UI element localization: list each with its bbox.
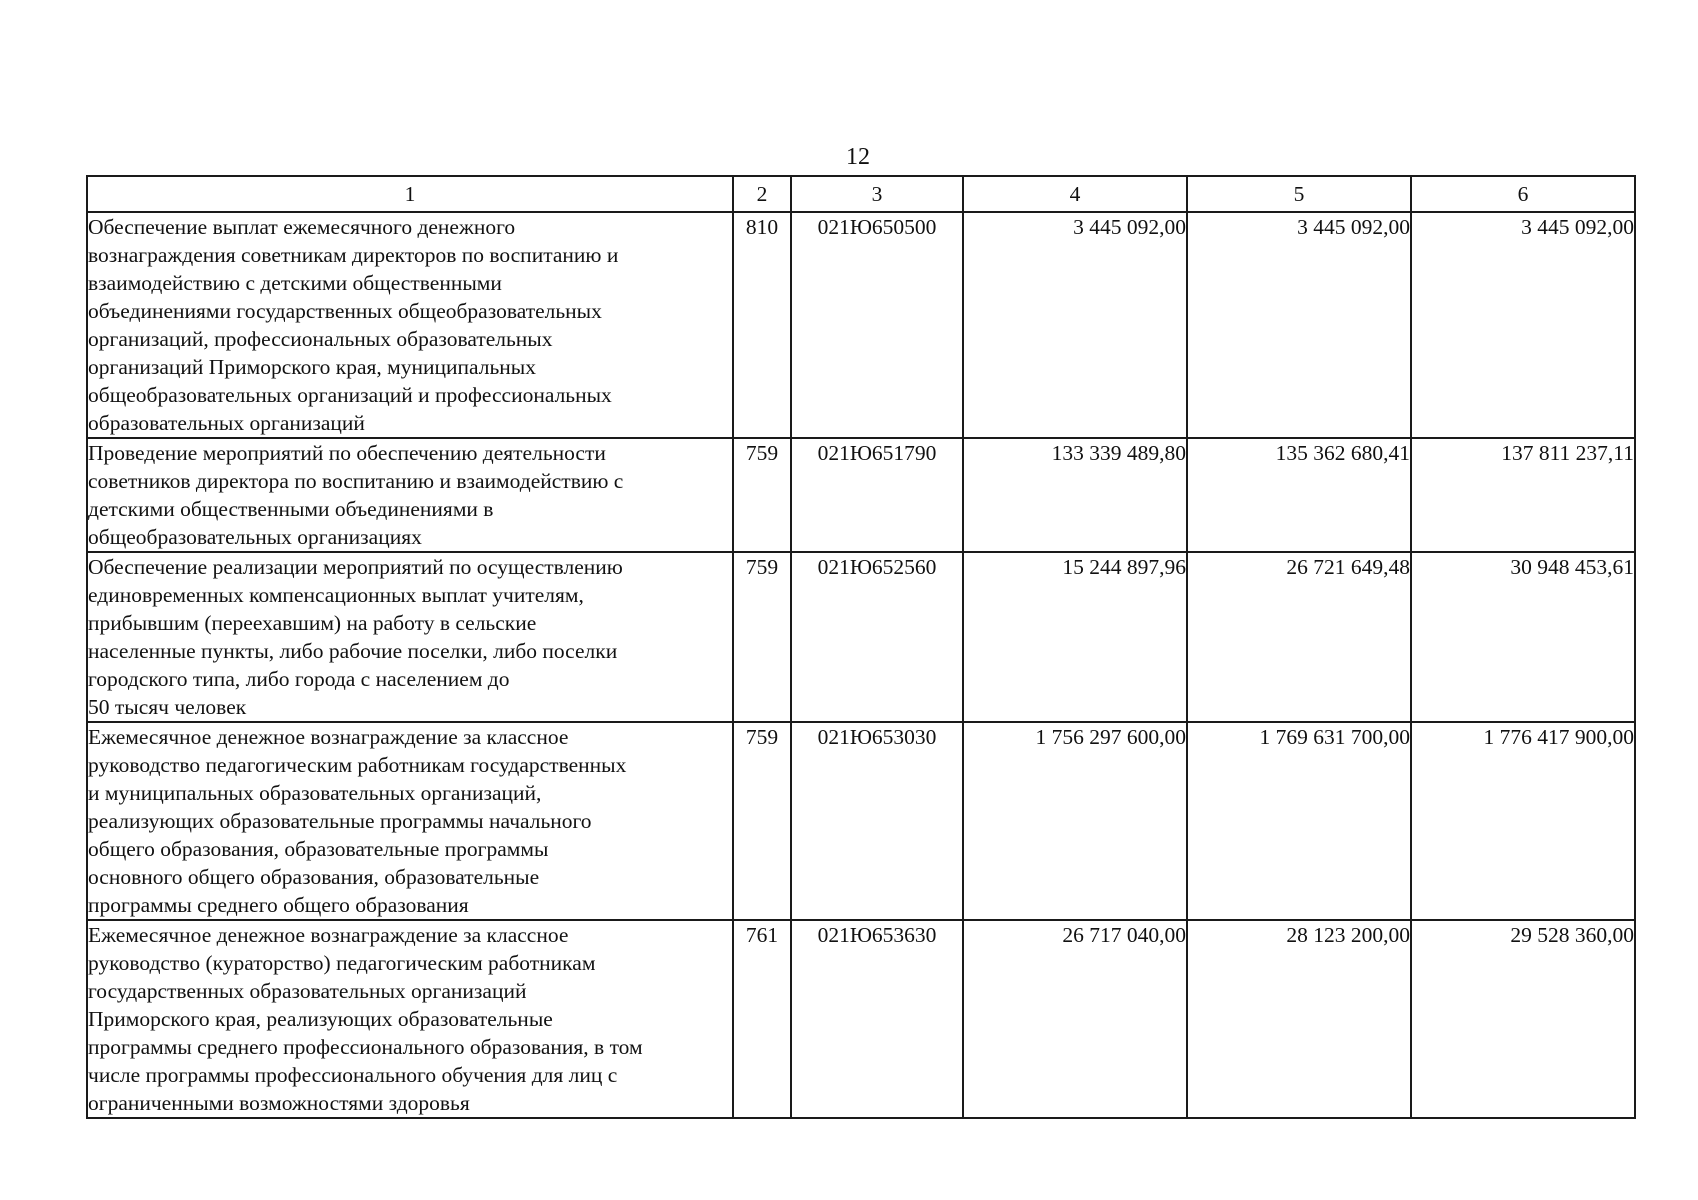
text-line: Проведение мероприятий по обеспечению деятельности [88,441,606,465]
page-number: 12 [846,144,870,170]
text-line: реализующих образовательные программы начального [88,809,592,833]
text-line: основного общего образования, образовательные [88,865,540,889]
column-header-5: 5 [1187,176,1411,212]
column-number-row [87,176,1635,212]
text-line: общеобразовательных организаций и профессиональных [88,383,612,407]
amount-col-6: 1 776 417 900,00 [1411,722,1635,920]
column-header-4: 4 [963,176,1187,212]
budget-table [86,175,1636,1119]
text-line: и муниципальных образовательных организаций, [88,781,542,805]
amount-col-5: 135 362 680,41 [1187,438,1411,552]
text-line: советников директора по воспитанию и взаимодействию с [88,469,624,493]
text-line: руководство (кураторство) педагогическим работникам [88,951,596,975]
amount-col-5: 3 445 092,00 [1187,212,1411,438]
amount-col-6: 137 811 237,11 [1411,438,1635,552]
text-line: 50 тысяч человек [88,695,247,719]
target-article-code: 021Ю652560 [791,552,963,722]
text-line: программы среднего общего образования [88,893,469,917]
table-row [87,920,1635,1118]
amount-col-4: 26 717 040,00 [963,920,1187,1118]
text-line: детскими общественными объединениями в [88,497,494,521]
target-article-code: 021Ю653630 [791,920,963,1118]
text-line: общего образования, образовательные программы [88,837,549,861]
ministry-code: 759 [733,722,791,920]
table-row [87,212,1635,438]
text-line: ограниченными возможностями здоровья [88,1091,470,1115]
amount-col-5: 26 721 649,48 [1187,552,1411,722]
text-line: организаций Приморского края, муниципальных [88,355,536,379]
expense-name [87,552,733,722]
expense-name [87,920,733,1118]
ministry-code: 759 [733,552,791,722]
amount-col-4: 15 244 897,96 [963,552,1187,722]
amount-col-5: 28 123 200,00 [1187,920,1411,1118]
text-line: общеобразовательных организациях [88,525,422,549]
column-header-2: 2 [733,176,791,212]
amount-col-6: 30 948 453,61 [1411,552,1635,722]
text-line: Обеспечение выплат ежемесячного денежного [88,215,516,239]
expense-name [87,212,733,438]
target-article-code: 021Ю653030 [791,722,963,920]
ministry-code: 759 [733,438,791,552]
table-row [87,552,1635,722]
amount-col-6: 29 528 360,00 [1411,920,1635,1118]
target-article-code: 021Ю651790 [791,438,963,552]
column-header-6: 6 [1411,176,1635,212]
text-line: руководство педагогическим работникам государственных [88,753,627,777]
text-line: населенные пункты, либо рабочие поселки, либо поселки [88,639,618,663]
amount-col-4: 3 445 092,00 [963,212,1187,438]
ministry-code: 761 [733,920,791,1118]
text-line: Приморского края, реализующих образовательные [88,1007,553,1031]
text-line: Ежемесячное денежное вознаграждение за классное [88,725,569,749]
target-article-code: 021Ю650500 [791,212,963,438]
amount-col-5: 1 769 631 700,00 [1187,722,1411,920]
amount-col-4: 1 756 297 600,00 [963,722,1187,920]
column-header-1: 1 [87,176,733,212]
table-row [87,438,1635,552]
text-line: числе программы профессионального обучения для лиц с [88,1063,618,1087]
text-line: единовременных компенсационных выплат учителям, [88,583,584,607]
text-line: Ежемесячное денежное вознаграждение за классное [88,923,569,947]
text-line: образовательных организаций [88,411,365,435]
table-row [87,722,1635,920]
ministry-code: 810 [733,212,791,438]
text-line: городского типа, либо города с населением до [88,667,510,691]
text-line: Обеспечение реализации мероприятий по осуществлению [88,555,623,579]
text-line: взаимодействию с детскими общественными [88,271,502,295]
text-line: программы среднего профессионального образования, в том [88,1035,643,1059]
expense-name [87,722,733,920]
text-line: государственных образовательных организаций [88,979,527,1003]
text-line: прибывшим (переехавшим) на работу в сельские [88,611,537,635]
amount-col-4: 133 339 489,80 [963,438,1187,552]
text-line: вознаграждения советникам директоров по воспитанию и [88,243,619,267]
text-line: объединениями государственных общеобразовательных [88,299,602,323]
amount-col-6: 3 445 092,00 [1411,212,1635,438]
column-header-3: 3 [791,176,963,212]
text-line: организаций, профессиональных образовательных [88,327,553,351]
expense-name [87,438,733,552]
